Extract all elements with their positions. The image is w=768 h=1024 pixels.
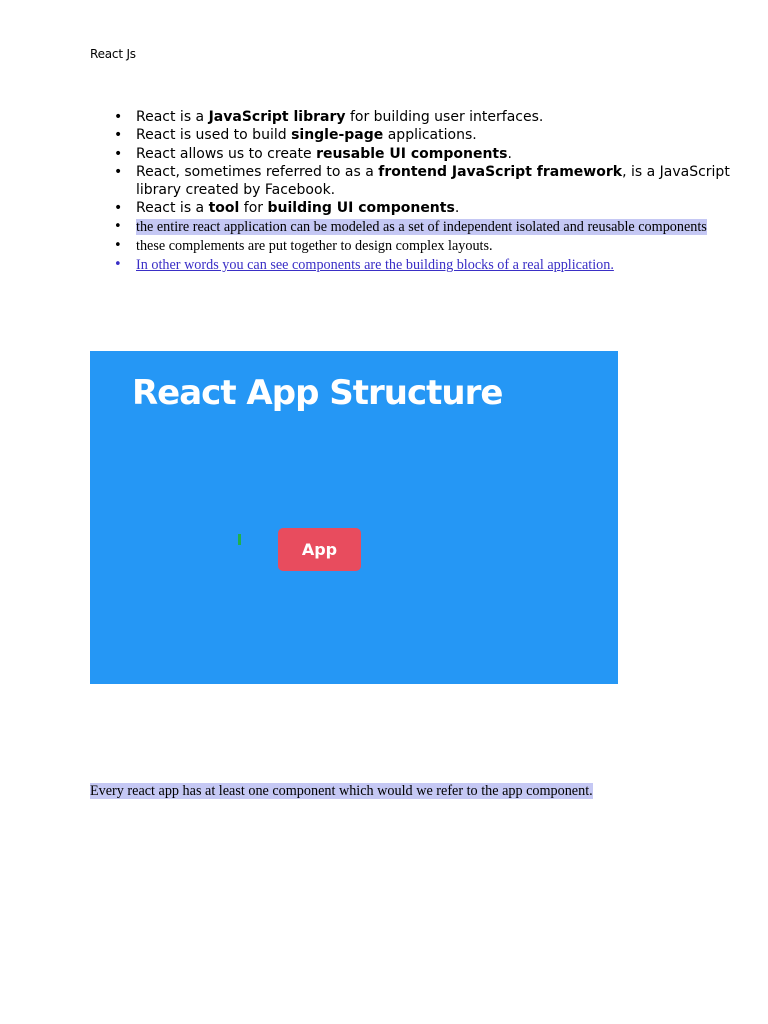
react-app-structure-slide (90, 351, 618, 684)
list-item-text: React, sometimes referred to as a (136, 163, 379, 180)
hyperlink[interactable]: In other words you can see components are the building blocks of a real application. (136, 257, 614, 274)
slide-title: React App Structure (132, 373, 503, 413)
list-item-text: . (507, 145, 512, 162)
list-item-text: these complements are put together to design complex layouts. (136, 238, 493, 255)
list-item-text: React allows us to create (136, 145, 317, 162)
list-item (136, 126, 736, 144)
list-item-text: React is a (136, 109, 209, 125)
highlighted-text: Every react app has at least one component which would we refer to the app component. (90, 783, 593, 799)
list-item-text: React is a (136, 200, 209, 217)
list-item-text: . (454, 200, 460, 217)
list-item (136, 145, 736, 163)
list-item-text: for (239, 200, 268, 217)
list-item (136, 256, 736, 274)
list-item-text: , is a JavaScript library created by Facebook. (136, 163, 730, 199)
list-item-bold-text: frontend JavaScript framework (378, 163, 623, 180)
bullet-list (90, 108, 736, 275)
list-item-bold-text: reusable UI components (316, 145, 508, 162)
list-item-text: React is used to build (136, 127, 292, 144)
list-item-bold-text: JavaScript library (208, 109, 346, 125)
cursor-mark-icon (238, 534, 241, 545)
list-item-bold-text: tool (208, 200, 240, 217)
list-item (136, 218, 736, 236)
list-item-text: for building user interfaces. (345, 109, 544, 125)
list-item (136, 199, 736, 217)
list-item (136, 108, 736, 126)
footer-sentence (90, 782, 593, 800)
list-item (136, 237, 736, 255)
list-item-bold-text: building UI components (267, 200, 455, 217)
highlighted-text: the entire react application can be modeled as a set of independent isolated and reusable components (136, 218, 707, 235)
app-component-box: App (278, 528, 361, 571)
document-title: React Js (90, 47, 136, 61)
list-item-text: applications. (383, 127, 477, 144)
list-item (136, 163, 736, 200)
list-item-bold-text: single-page (291, 127, 384, 144)
